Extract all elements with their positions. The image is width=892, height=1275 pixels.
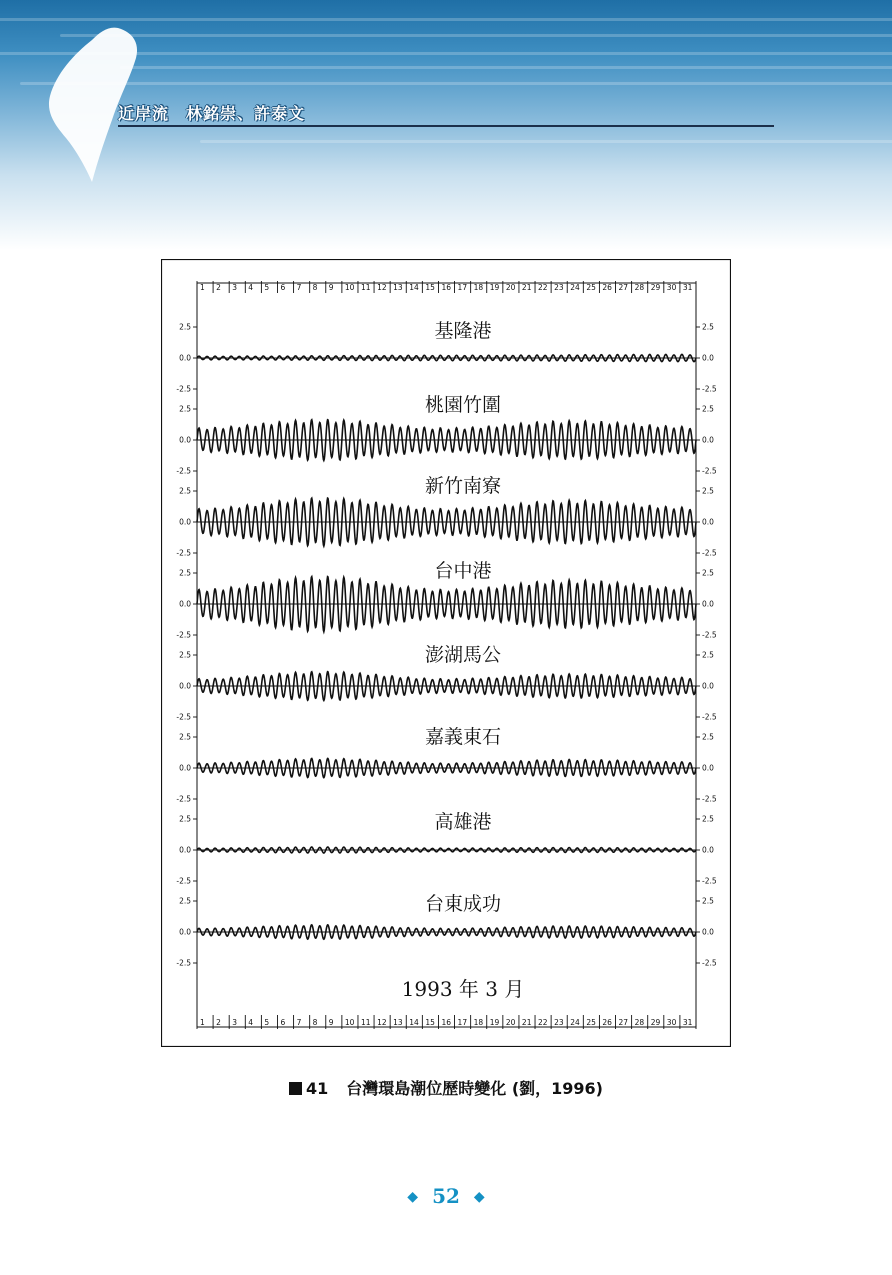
- y-tick-label: 0.0: [702, 599, 714, 609]
- day-tick-label: 24: [570, 1018, 580, 1027]
- day-tick-label: 12: [377, 283, 387, 292]
- page-number: [0, 1184, 892, 1208]
- day-tick-label: 28: [634, 283, 645, 292]
- header-authors: 近岸流 林銘崇、許泰文: [118, 104, 306, 123]
- diamond-left-icon: ◆: [407, 1189, 419, 1205]
- y-tick-label: 2.5: [179, 814, 191, 824]
- day-tick-label: 23: [554, 283, 564, 292]
- y-tick-label: 0.0: [179, 517, 191, 527]
- day-tick-label: 21: [521, 1018, 532, 1027]
- day-tick-label: 4: [248, 1018, 254, 1027]
- day-tick-label: 8: [312, 1018, 318, 1027]
- y-tick-label: 0.0: [179, 763, 191, 773]
- y-tick-label: 0.0: [179, 681, 191, 691]
- day-tick-label: 2: [216, 1018, 221, 1027]
- figure-caption: [0, 1076, 892, 1099]
- day-tick-label: 8: [312, 283, 318, 292]
- day-tick-label: 25: [586, 1018, 596, 1027]
- y-tick-label: 0.0: [702, 927, 714, 937]
- y-tick-label: 0.0: [702, 517, 714, 527]
- y-tick-label: -2.5: [702, 384, 717, 394]
- y-tick-label: -2.5: [176, 630, 191, 640]
- day-tick-label: 13: [393, 283, 403, 292]
- day-tick-label: 28: [634, 1018, 645, 1027]
- y-tick-label: -2.5: [176, 958, 191, 968]
- y-tick-label: 0.0: [179, 845, 191, 855]
- y-tick-label: 0.0: [179, 353, 191, 363]
- y-tick-label: 2.5: [702, 486, 714, 496]
- y-tick-label: 0.0: [702, 763, 714, 773]
- day-tick-label: 22: [538, 283, 548, 292]
- day-tick-label: 20: [505, 1018, 516, 1027]
- day-tick-label: 29: [650, 283, 661, 292]
- station-label: 澎湖馬公: [424, 644, 502, 666]
- y-tick-label: 2.5: [702, 568, 714, 578]
- day-tick-label: 2: [216, 283, 221, 292]
- day-tick-label: 20: [505, 283, 516, 292]
- day-tick-label: 24: [570, 283, 580, 292]
- station-label: 桃園竹圍: [424, 394, 502, 416]
- day-tick-label: 7: [296, 283, 302, 292]
- y-tick-label: -2.5: [702, 630, 717, 640]
- page-number-text: 52: [432, 1184, 460, 1208]
- y-tick-label: -2.5: [702, 958, 717, 968]
- y-tick-label: 2.5: [179, 486, 191, 496]
- day-tick-label: 29: [650, 1018, 661, 1027]
- station-label: 新竹南寮: [424, 475, 502, 497]
- y-tick-label: 2.5: [179, 650, 191, 660]
- day-tick-label: 23: [554, 1018, 564, 1027]
- y-tick-label: -2.5: [702, 712, 717, 722]
- day-tick-label: 9: [328, 1018, 334, 1027]
- day-tick-label: 1: [200, 1018, 205, 1027]
- y-tick-label: 0.0: [702, 845, 714, 855]
- date-label: 1993 年 3 月: [401, 977, 525, 1001]
- y-tick-label: -2.5: [176, 794, 191, 804]
- day-tick-label: 14: [409, 1018, 419, 1027]
- y-tick-label: -2.5: [176, 712, 191, 722]
- y-tick-label: 2.5: [179, 404, 191, 414]
- day-tick-label: 5: [264, 1018, 270, 1027]
- day-tick-label: 30: [666, 1018, 677, 1027]
- day-tick-label: 1: [200, 283, 205, 292]
- day-tick-label: 12: [377, 1018, 387, 1027]
- day-tick-label: 19: [489, 283, 500, 292]
- day-tick-label: 30: [666, 283, 677, 292]
- y-tick-label: 2.5: [702, 404, 714, 414]
- day-tick-label: 6: [280, 283, 286, 292]
- day-tick-label: 16: [441, 1018, 451, 1027]
- day-tick-label: 25: [586, 283, 596, 292]
- y-tick-label: 0.0: [179, 435, 191, 445]
- diamond-right-icon: ◆: [473, 1189, 485, 1205]
- day-tick-label: 6: [280, 1018, 286, 1027]
- y-tick-label: -2.5: [176, 466, 191, 476]
- station-label: 基隆港: [434, 320, 492, 342]
- figure-marker-icon: [289, 1082, 302, 1095]
- day-tick-label: 13: [393, 1018, 403, 1027]
- day-tick-label: 17: [457, 1018, 468, 1027]
- day-tick-label: 22: [538, 1018, 548, 1027]
- station-label: 高雄港: [434, 811, 492, 833]
- y-tick-label: 0.0: [702, 353, 714, 363]
- y-tick-label: -2.5: [702, 794, 717, 804]
- y-tick-label: 2.5: [702, 650, 714, 660]
- day-tick-label: 3: [232, 1018, 237, 1027]
- y-tick-label: 2.5: [702, 896, 714, 906]
- day-tick-label: 15: [425, 1018, 435, 1027]
- day-tick-label: 17: [457, 283, 468, 292]
- day-tick-label: 26: [602, 1018, 612, 1027]
- y-tick-label: -2.5: [702, 548, 717, 558]
- station-label: 嘉義東石: [424, 726, 502, 748]
- day-tick-label: 19: [489, 1018, 500, 1027]
- tide-chart: [161, 259, 731, 1047]
- day-tick-label: 14: [409, 283, 419, 292]
- day-tick-label: 27: [618, 1018, 629, 1027]
- y-tick-label: 2.5: [702, 814, 714, 824]
- day-tick-label: 10: [344, 283, 355, 292]
- station-label: 台東成功: [424, 893, 502, 915]
- y-tick-label: -2.5: [176, 548, 191, 558]
- station-label: 台中港: [434, 560, 492, 582]
- day-tick-label: 31: [682, 1018, 693, 1027]
- day-tick-label: 7: [296, 1018, 302, 1027]
- figure-number: 41: [306, 1079, 329, 1098]
- day-tick-label: 16: [441, 283, 451, 292]
- day-tick-label: 21: [521, 283, 532, 292]
- day-tick-label: 27: [618, 283, 629, 292]
- day-tick-label: 18: [473, 283, 484, 292]
- y-tick-label: 2.5: [179, 732, 191, 742]
- day-tick-label: 5: [264, 283, 270, 292]
- day-tick-label: 10: [344, 1018, 355, 1027]
- y-tick-label: -2.5: [176, 384, 191, 394]
- y-tick-label: 2.5: [179, 896, 191, 906]
- y-tick-label: -2.5: [176, 876, 191, 886]
- y-tick-label: -2.5: [702, 466, 717, 476]
- day-tick-label: 9: [328, 283, 334, 292]
- y-tick-label: 0.0: [702, 435, 714, 445]
- day-tick-label: 31: [682, 283, 693, 292]
- day-tick-label: 18: [473, 1018, 484, 1027]
- y-tick-label: 2.5: [179, 568, 191, 578]
- taiwan-island-icon: [0, 0, 160, 200]
- y-tick-label: 2.5: [702, 732, 714, 742]
- day-tick-label: 11: [360, 283, 371, 292]
- y-tick-label: 0.0: [179, 599, 191, 609]
- day-tick-label: 15: [425, 283, 435, 292]
- day-tick-label: 4: [248, 283, 254, 292]
- y-tick-label: 2.5: [179, 322, 191, 332]
- day-tick-label: 26: [602, 283, 612, 292]
- figure-caption-text: 台灣環島潮位歷時變化 (劉，1996): [346, 1079, 603, 1098]
- y-tick-label: -2.5: [702, 876, 717, 886]
- day-tick-label: 3: [232, 283, 237, 292]
- y-tick-label: 0.0: [702, 681, 714, 691]
- y-tick-label: 0.0: [179, 927, 191, 937]
- header-rule: [118, 125, 774, 127]
- y-tick-label: 2.5: [702, 322, 714, 332]
- day-tick-label: 11: [360, 1018, 371, 1027]
